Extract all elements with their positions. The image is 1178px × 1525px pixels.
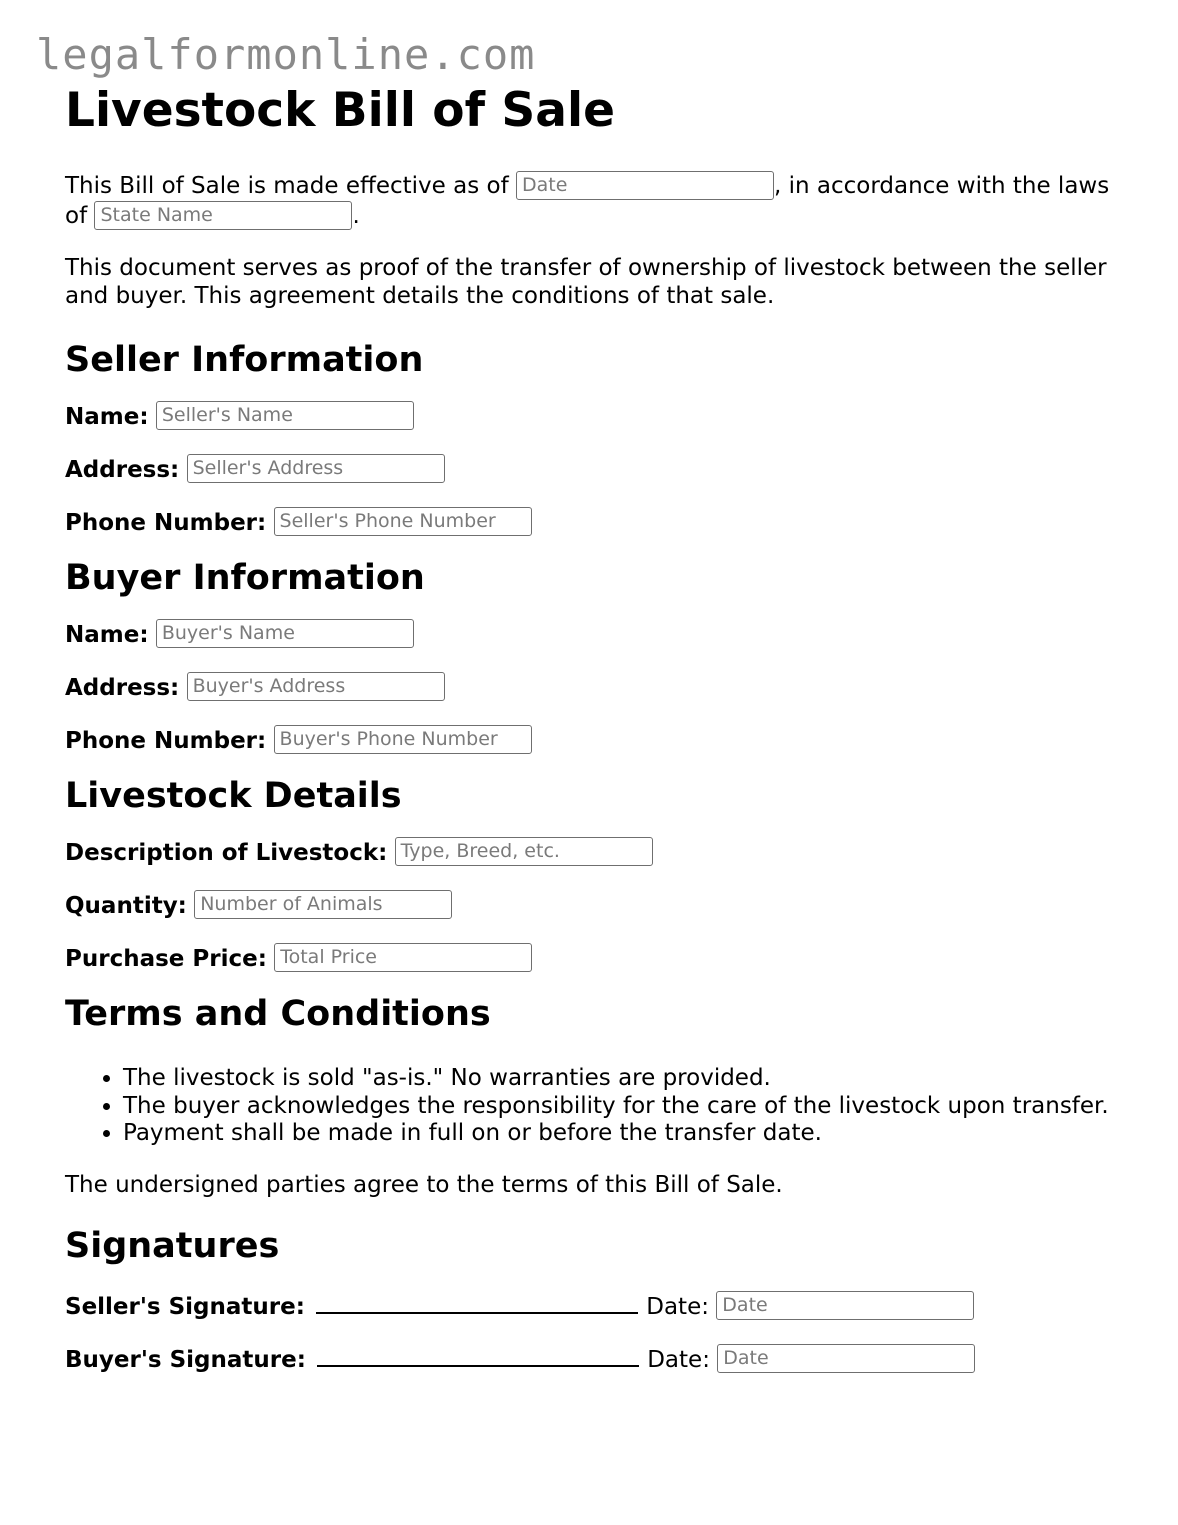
buyer-heading: Buyer Information [65,558,425,598]
document-body [65,82,1125,1372]
buyer-date-field[interactable]: Date [717,1344,975,1373]
effective-date-field[interactable]: Date [516,171,774,200]
livestock-quantity-row [65,892,1125,921]
buyer-signature-label: Buyer's Signature: [65,1346,306,1373]
seller-address-label: Address: [65,457,180,483]
state-name-field[interactable]: State Name [94,201,352,230]
intro-text-before: This Bill of Sale is made effective as of [65,173,516,199]
page-title: Livestock Bill of Sale [65,83,615,138]
livestock-price-row [65,945,1125,974]
livestock-quantity-field[interactable]: Number of Animals [194,890,452,919]
intro-paragraph [65,171,1125,231]
seller-signature-row [65,1290,1125,1319]
seller-phone-label: Phone Number: [65,510,267,536]
seller-name-field[interactable]: Seller's Name [156,401,414,430]
seller-heading: Seller Information [65,340,424,380]
seller-phone-field[interactable]: Seller's Phone Number [274,507,532,536]
seller-signature-label: Seller's Signature: [65,1293,305,1320]
seller-date-label: Date: [646,1293,709,1320]
livestock-description-row [65,839,1125,868]
buyer-address-label: Address: [65,675,180,701]
buyer-address-field[interactable]: Buyer's Address [187,672,445,701]
livestock-description-label: Description of Livestock: [65,840,388,866]
livestock-price-field[interactable]: Total Price [274,943,532,972]
seller-phone-row [65,509,1125,538]
livestock-quantity-label: Quantity: [65,893,187,919]
buyer-phone-row [65,727,1125,756]
agreement-text: The undersigned parties agree to the terms of this Bill of Sale. [65,1171,783,1198]
terms-list [65,1065,1125,1148]
terms-item: • The livestock is sold "as-is." No warranties are provided. [123,1065,1125,1093]
seller-signature-line[interactable] [316,1290,638,1314]
proof-paragraph: This document serves as proof of the transfer of ownership of livestock between the seller and buyer. This agreement details the conditions of that sale. [65,255,1107,309]
buyer-name-label: Name: [65,622,149,648]
buyer-phone-field[interactable]: Buyer's Phone Number [274,725,532,754]
seller-address-row [65,456,1125,485]
watermark: legalformonline.com [36,30,536,79]
buyer-signature-line[interactable] [317,1343,639,1367]
livestock-heading: Livestock Details [65,776,402,816]
signatures-heading: Signatures [65,1225,280,1266]
intro-text-middle: , in accordance with the laws of [65,173,1110,229]
buyer-phone-label: Phone Number: [65,728,267,754]
terms-heading: Terms and Conditions [65,994,491,1034]
seller-name-label: Name: [65,404,149,430]
seller-name-row [65,403,1125,432]
intro-text-after: . [352,203,360,229]
seller-address-field[interactable]: Seller's Address [187,454,445,483]
livestock-price-label: Purchase Price: [65,946,267,972]
livestock-description-field[interactable]: Type, Breed, etc. [395,837,653,866]
terms-item: • Payment shall be made in full on or before the transfer date. [123,1120,1125,1148]
buyer-address-row [65,674,1125,703]
buyer-name-row [65,621,1125,650]
buyer-name-field[interactable]: Buyer's Name [156,619,414,648]
seller-date-field[interactable]: Date [716,1291,974,1320]
buyer-date-label: Date: [647,1346,710,1373]
buyer-signature-row [65,1343,1125,1372]
terms-item: • The buyer acknowledges the responsibility for the care of the livestock upon transfer. [123,1093,1125,1121]
